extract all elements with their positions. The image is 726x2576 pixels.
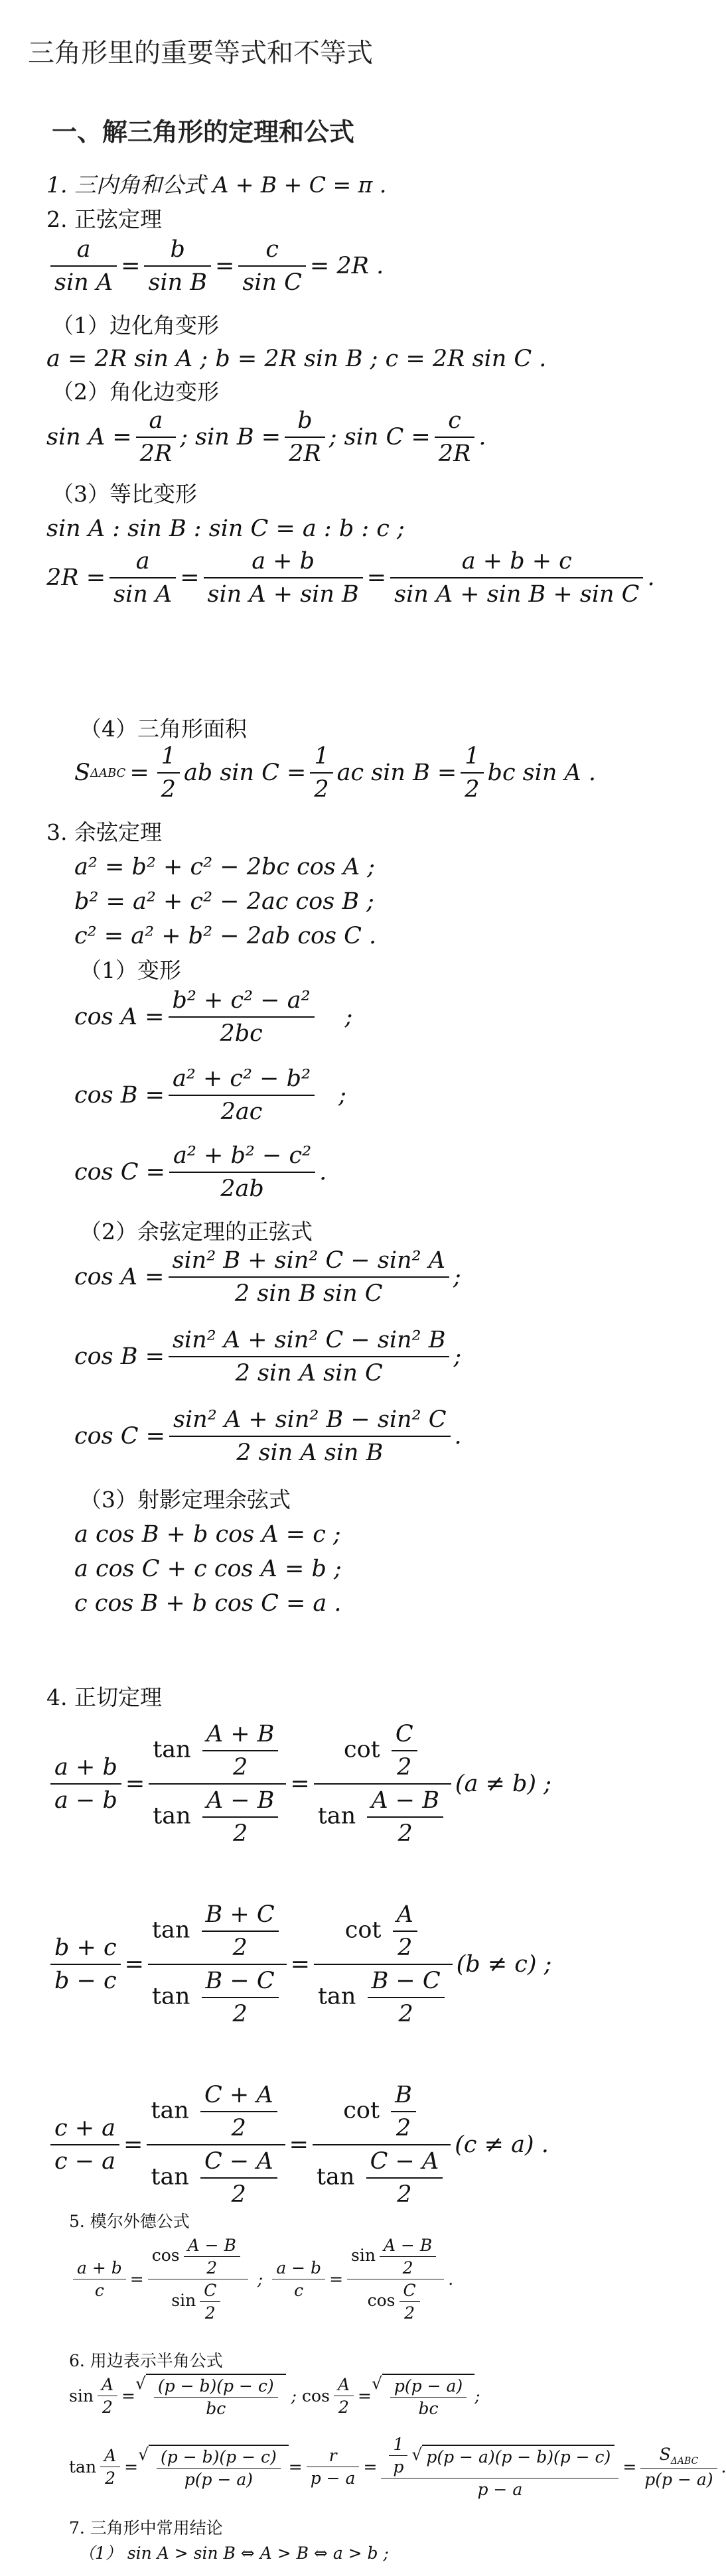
- item-1-angle-sum: 1. 三内角和公式 A + B + C = π .: [46, 172, 387, 198]
- sine-form-cos-a: cos A = $\frac{\text{sin² B + sin² C − sin² A}}{\text{2 sin B sin C}}$ ;: [74, 1247, 461, 1307]
- conclusion-1: （1） sin A > sin B ⇔ A > B ⇔ a > b ;: [78, 2543, 389, 2563]
- item-2-heading: 2. 正弦定理: [46, 206, 162, 232]
- sine-form-cos-c: cos C = $\frac{\text{sin² A + sin² B − sin² C}}{\text{2 sin A sin B}}$ .: [74, 1406, 462, 1466]
- subitem-area: （4）三角形面积: [80, 716, 247, 742]
- page-title: 三角形里的重要等式和不等式: [28, 38, 373, 68]
- tangent-law-bc: $\frac{b + c}{b - c}$ = tan $\frac{B + C}{2}$ tan $\frac{B - C}{2}$ = cot $\frac{A}{2}$ tan $\frac{B - C}{2}$ (b ≠ c) ;: [46, 1901, 551, 2027]
- item-7-heading: 7. 三角形中常用结论: [69, 2518, 223, 2538]
- subitem-angle-to-side: （2）角化边变形: [52, 379, 219, 405]
- cos-c-formula: cos C = $\frac{\text{a² + b² − c²}}{2ab}$ .: [74, 1142, 327, 1202]
- sine-law-formula: $\frac{a}{\text{sin A}}$ = $\frac{b}{\text{sin B}}$ = $\frac{c}{\text{sin C}}$ = 2R .: [46, 236, 384, 296]
- projection-c: a cos B + b cos A = c ;: [74, 1521, 341, 1548]
- half-angle-tan: tan $\frac{A}{2}$ = √ $\frac{(p - b)(p - c)}{p(p - a)}$ = $\frac{r}{p - a}$ = $\frac{1}{p}$ √ p(p − a)(p − b)(p − c) p − a = $\frac{S_{\Delta ABC}}{p(p - a)}$ .: [69, 2435, 726, 2499]
- tangent-law-ca: $\frac{c + a}{c - a}$ = tan $\frac{C + A}{2}$ tan $\frac{C - A}{2}$ = cot $\frac{B}{2}$ tan $\frac{C - A}{2}$ (c ≠ a) .: [46, 2082, 549, 2208]
- sine-form-cos-b: cos B = $\frac{\text{sin² A + sin² C − sin² B}}{\text{2 sin A sin C}}$ ;: [74, 1327, 462, 1387]
- subitem-side-to-angle: （1）边化角变形: [52, 312, 219, 338]
- half-angle-sin-cos: sin $\frac{A}{2}$ = √ $\frac{(p - b)(p - c)}{bc}$ ; cos $\frac{A}{2}$ = √ $\frac{p(p - a)}{bc}$ ;: [69, 2374, 480, 2418]
- subitem-projection: （3）射影定理余弦式: [80, 1487, 291, 1513]
- cosine-law-c: c² = a² + b² − 2ab cos C .: [74, 923, 377, 949]
- cos-b-formula: cos B = $\frac{\text{a² + c² − b²}}{2ac}$ ;: [74, 1065, 346, 1125]
- tangent-law-ab: $\frac{a + b}{a - b}$ = tan $\frac{A + B}{2}$ tan $\frac{A - B}{2}$ = cot $\frac{C}{2}$ tan $\frac{A - B}{2}$ (a ≠ b) ;: [46, 1721, 551, 1847]
- area-formula: S ΔABC = $\frac{1}{2}$ ab sin C = $\frac{1}{2}$ ac sin B = $\frac{1}{2}$ bc sin A .: [74, 743, 597, 803]
- subitem-sine-form: （2）余弦定理的正弦式: [80, 1219, 313, 1245]
- projection-b: a cos C + c cos A = b ;: [74, 1556, 342, 1582]
- item-3-heading: 3. 余弦定理: [46, 819, 162, 845]
- equal-ratio-formula: 2R = $\frac{a}{\text{sin A}}$ = $\frac{a + b}{\text{sin A + sin B}}$ = $\frac{a + b + c}{\text{sin A + sin B + sin C}}$ .: [46, 548, 655, 608]
- cos-a-formula: cos A = $\frac{\text{b² + c² − a²}}{2bc}$ ;: [74, 987, 353, 1047]
- angle-to-side-formula: sin A = $\frac{a}{2R}$ ; sin B = $\frac{b}{2R}$ ; sin C = $\frac{c}{2R}$ .: [46, 407, 486, 467]
- section-heading: 一、解三角形的定理和公式: [52, 117, 355, 147]
- item-6-heading: 6. 用边表示半角公式: [69, 2351, 223, 2370]
- cosine-law-b: b² = a² + c² − 2ac cos B ;: [74, 888, 374, 915]
- subitem-ratio: （3）等比变形: [52, 481, 197, 507]
- subitem-transform: （1）变形: [80, 957, 181, 983]
- item-4-heading: 4. 正切定理: [46, 1684, 162, 1710]
- mollweide-formula: $\frac{a + b}{c}$ = cos $\frac{A - B}{2}$ sin $\frac{C}{2}$ ; $\frac{a - b}{c}$ = sin $\frac{A - B}{2}$ cos $\frac{C}{2}$ .: [69, 2236, 453, 2323]
- projection-a: c cos B + b cos C = a .: [74, 1590, 342, 1617]
- cosine-law-a: a² = b² + c² − 2bc cos A ;: [74, 854, 376, 880]
- ratio-formula: sin A : sin B : sin C = a : b : c ;: [46, 515, 405, 542]
- item-5-heading: 5. 模尔外德公式: [69, 2212, 190, 2231]
- side-to-angle-formula: a = 2R sin A ; b = 2R sin B ; c = 2R sin C .: [46, 346, 547, 372]
